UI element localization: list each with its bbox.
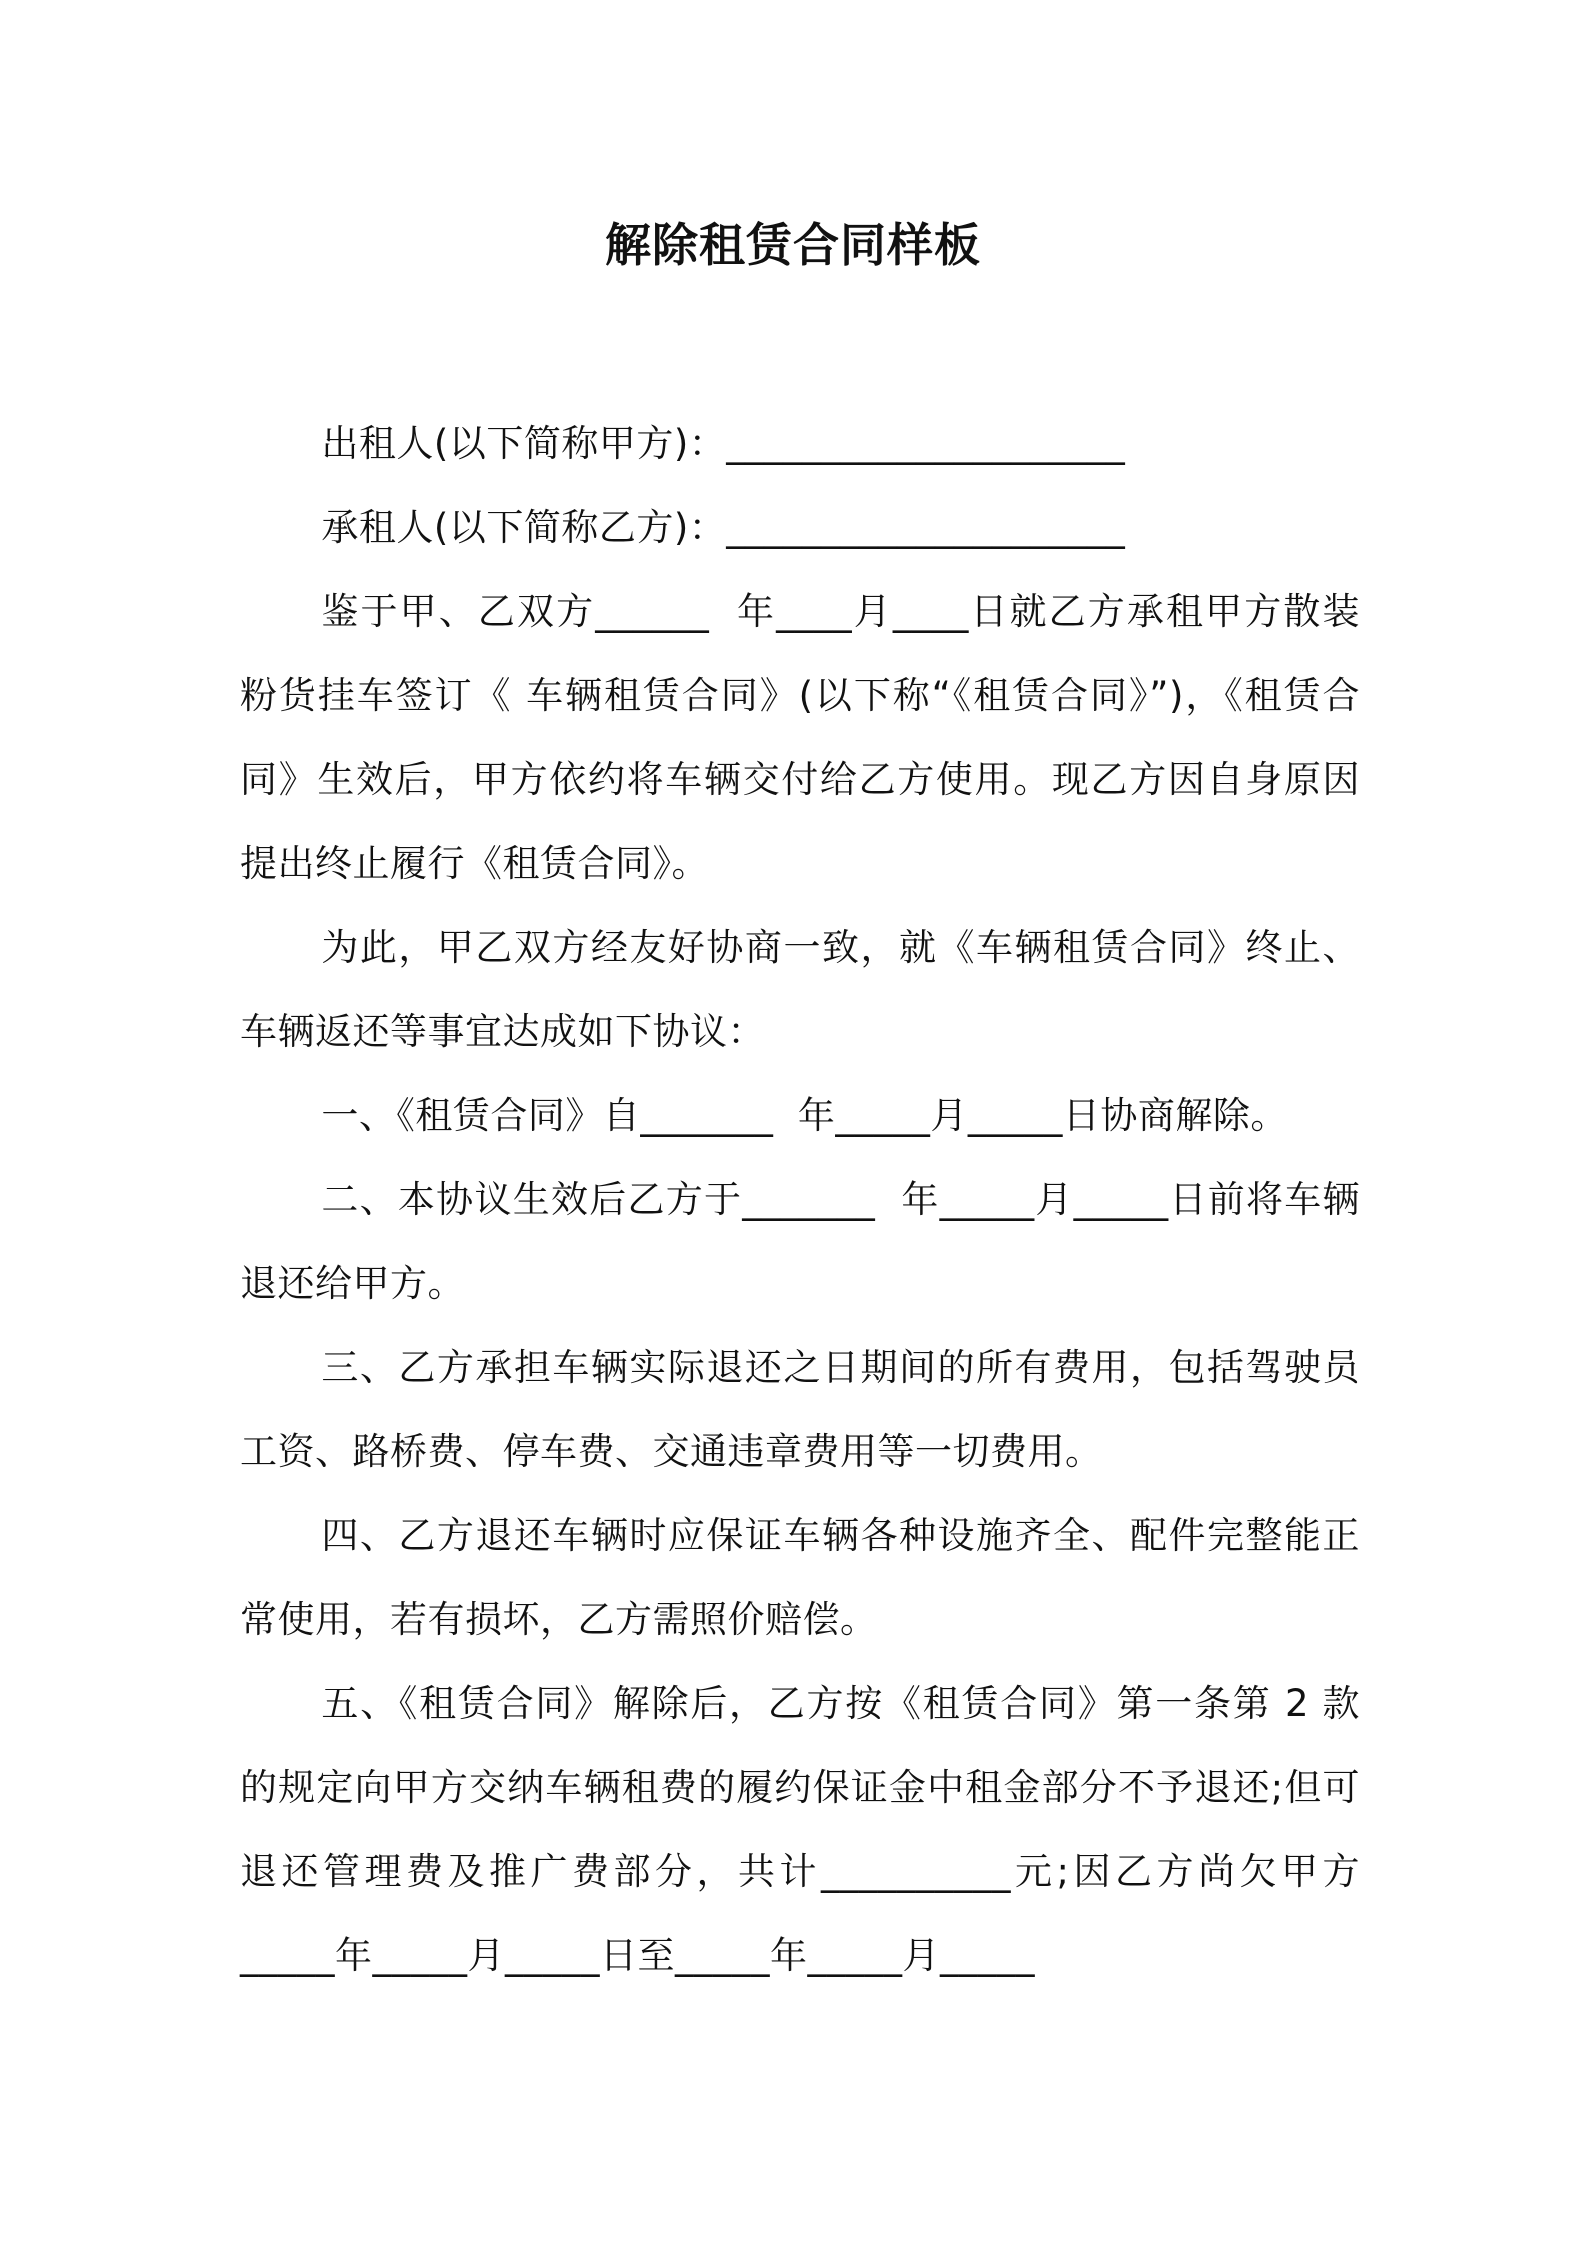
document-title: 解除租赁合同样板 [605, 218, 981, 272]
agreement-intro-paragraph: 为此，甲乙双方经友好协商一致，就《车辆租赁合同》终止、车辆返还等事宜达成如下协议： [240, 926, 1360, 1053]
clause-3: 三、乙方承担车辆实际退还之日期间的所有费用，包括驾驶员工资、路桥费、停车费、交通违章费用等一切费用。 [240, 1346, 1360, 1473]
document-body [240, 402, 1360, 1998]
recital-paragraph: 鉴于甲、乙双方______ 年____月____日就乙方承租甲方散装粉货挂车签订《 车辆租赁合同》(以下称“《租赁合同》”)，《租赁合同》生效后，甲方依约将车辆交付给乙方使用。现乙方因自身原因提出终止履行《租赁合同》。 [240, 590, 1360, 885]
clause-5: 五、《租赁合同》解除后，乙方按《租赁合同》第一条第 2 款的规定向甲方交纳车辆租费的履约保证金中租金部分不予退还;但可退还管理费及推广费部分，共计__________元;因乙方尚欠甲方_____年_____月_____日至_____年_____月_____ [240, 1682, 1360, 1977]
clause-2: 二、本协议生效后乙方于_______ 年_____月_____日前将车辆退还给甲方。 [240, 1178, 1360, 1305]
lessee-line: 承租人(以下简称乙方)：_____________________ [321, 506, 1126, 549]
clause-1: 一、《租赁合同》自_______ 年_____月_____日协商解除。 [321, 1094, 1288, 1137]
clause-4: 四、乙方退还车辆时应保证车辆各种设施齐全、配件完整能正常使用，若有损坏，乙方需照价赔偿。 [240, 1514, 1360, 1641]
lessor-line: 出租人(以下简称甲方)：_____________________ [321, 422, 1126, 465]
